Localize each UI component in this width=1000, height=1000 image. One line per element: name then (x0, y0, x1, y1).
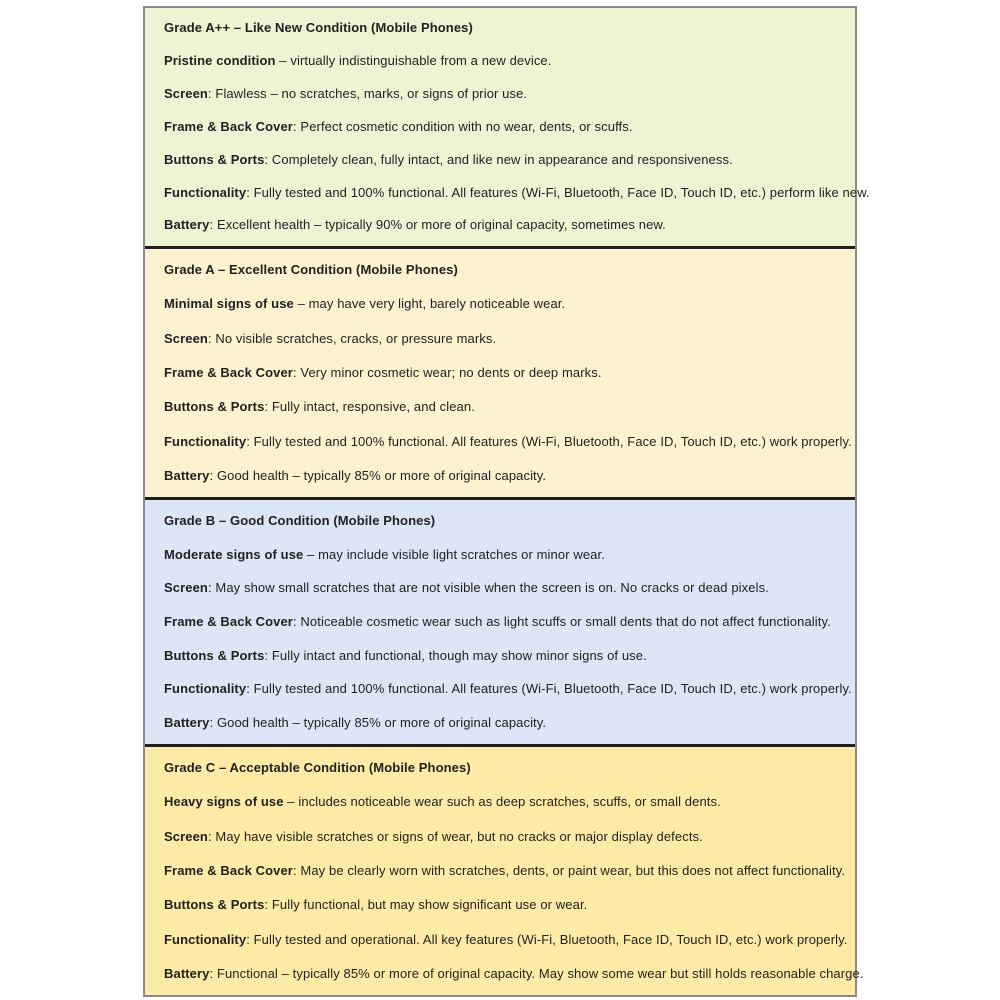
buttons-ports-line (164, 152, 836, 168)
attribute-text: Noticeable cosmetic wear such as light scuffs or small dents that do not affect functionality. (300, 613, 831, 629)
attribute-label: Frame & Back Cover (164, 364, 293, 380)
separator: : (209, 965, 217, 981)
attribute-text: Good health – typically 85% or more of original capacity. (216, 715, 547, 731)
frame-back-cover-line (164, 365, 836, 381)
attribute-label: Pristine condition (164, 53, 276, 69)
separator: : (292, 364, 301, 380)
attribute-label: Screen (164, 330, 208, 346)
section-title: Grade B – Good Condition (Mobile Phones) (164, 512, 436, 528)
battery-line (164, 217, 836, 233)
attribute-label: Buttons & Ports (164, 897, 265, 913)
separator: : (264, 399, 272, 415)
separator: : (292, 862, 301, 878)
grading-document (143, 6, 870, 997)
attribute-text: Excellent health – typically 90% or more of original capacity, sometimes new. (216, 217, 666, 233)
section-grade-b (145, 500, 855, 744)
moderate-signs-line (164, 547, 836, 563)
separator: : (209, 217, 217, 233)
separator: : (246, 184, 254, 200)
functionality-line (164, 931, 848, 948)
battery-line (164, 715, 836, 731)
attribute-label: Screen (164, 86, 208, 102)
separator: : (264, 897, 272, 913)
separator: : (209, 715, 217, 731)
buttons-ports-line (164, 648, 836, 664)
attribute-text: may include visible light scratches or minor wear. (318, 546, 605, 562)
separator: – (303, 546, 319, 562)
heavy-signs-line (164, 794, 836, 810)
attribute-text: Flawless – no scratches, marks, or signs of prior use. (215, 86, 528, 102)
separator: : (264, 647, 272, 663)
attribute-label: Screen (164, 828, 208, 844)
attribute-label: Functionality (164, 184, 247, 200)
separator: : (292, 118, 301, 134)
separator: : (209, 467, 217, 483)
separator: : (207, 828, 216, 844)
section-title: Grade C – Acceptable Condition (Mobile Phones) (164, 760, 471, 776)
functionality-line (164, 433, 852, 450)
buttons-ports-line (164, 399, 836, 415)
attribute-text: No visible scratches, cracks, or pressure marks. (215, 330, 497, 346)
attribute-label: Screen (164, 580, 208, 596)
buttons-ports-line (164, 897, 836, 913)
screen-line (164, 331, 836, 347)
separator: : (292, 613, 301, 629)
attribute-text: Fully intact and functional, though may show minor signs of use. (271, 647, 647, 663)
separator: – (293, 296, 309, 312)
attribute-text: May have visible scratches or signs of wear, but no cracks or major display defects. (215, 828, 703, 844)
separator: : (246, 433, 254, 449)
separator: : (207, 330, 216, 346)
attribute-label: Functionality (164, 433, 247, 449)
screen-line (164, 829, 836, 845)
separator: – (283, 794, 299, 810)
attribute-text: Very minor cosmetic wear; no dents or deep marks. (300, 364, 602, 380)
separator: : (207, 580, 216, 596)
attribute-text: includes noticeable wear such as deep scratches, scuffs, or small dents. (298, 794, 721, 810)
attribute-label: Heavy signs of use (164, 794, 284, 810)
attribute-label: Battery (164, 965, 210, 981)
battery-line (164, 965, 864, 982)
attribute-label: Functionality (164, 681, 247, 697)
functionality-line (164, 681, 852, 697)
attribute-label: Frame & Back Cover (164, 613, 293, 629)
separator: : (207, 86, 216, 102)
section-title: Grade A++ – Like New Condition (Mobile Phones) (164, 20, 473, 36)
screen-line (164, 86, 836, 102)
minimal-signs-line (164, 296, 836, 312)
attribute-text: may have very light, barely noticeable wear. (308, 296, 566, 312)
attribute-label: Battery (164, 217, 210, 233)
attribute-text: Functional – typically 85% or more of original capacity. May show some wear but still holds reasonable charge. (216, 965, 864, 981)
section-grade-a (145, 249, 855, 497)
frame-back-cover-line (164, 119, 836, 135)
attribute-text: Fully functional, but may show significant use or wear. (271, 897, 588, 913)
attribute-label: Minimal signs of use (164, 296, 294, 312)
attribute-text: Perfect cosmetic condition with no wear, dents, or scuffs. (300, 118, 633, 134)
screen-line (164, 580, 836, 596)
separator: : (264, 151, 272, 167)
attribute-text: Fully tested and 100% functional. All features (Wi-Fi, Bluetooth, Face ID, Touch ID, etc.) perform like new. (253, 184, 870, 200)
section-grade-a-plus-plus (145, 8, 870, 246)
section-title: Grade A – Excellent Condition (Mobile Phones) (164, 262, 458, 278)
frame-back-cover-line (164, 862, 846, 879)
attribute-label: Buttons & Ports (164, 647, 265, 663)
attribute-label: Buttons & Ports (164, 151, 265, 167)
functionality-line (164, 184, 870, 201)
attribute-label: Battery (164, 467, 210, 483)
attribute-label: Battery (164, 715, 210, 731)
attribute-label: Functionality (164, 931, 247, 947)
attribute-text: Fully intact, responsive, and clean. (271, 399, 475, 415)
attribute-label: Frame & Back Cover (164, 118, 293, 134)
attribute-label: Buttons & Ports (164, 399, 265, 415)
attribute-text: May be clearly worn with scratches, dents, or paint wear, but this does not affect functionality. (300, 862, 846, 878)
attribute-text: Completely clean, fully intact, and like new in appearance and responsiveness. (271, 151, 733, 167)
attribute-label: Moderate signs of use (164, 546, 304, 562)
attribute-text: Fully tested and 100% functional. All features (Wi-Fi, Bluetooth, Face ID, Touch ID, etc.) work properly. (253, 681, 852, 697)
attribute-text: virtually indistinguishable from a new device. (290, 53, 552, 69)
attribute-text: Good health – typically 85% or more of original capacity. (216, 467, 547, 483)
separator: – (275, 53, 291, 69)
attribute-text: May show small scratches that are not visible when the screen is on. No cracks or dead pixels. (215, 580, 769, 596)
pristine-condition-line (164, 53, 836, 69)
attribute-text: Fully tested and 100% functional. All features (Wi-Fi, Bluetooth, Face ID, Touch ID, etc.) work properly. (253, 433, 852, 449)
separator: : (246, 931, 254, 947)
section-grade-c (145, 747, 864, 995)
separator: : (246, 681, 254, 697)
attribute-text: Fully tested and operational. All key features (Wi-Fi, Bluetooth, Face ID, Touch ID, etc.) work properly. (253, 931, 848, 947)
battery-line (164, 468, 836, 484)
frame-back-cover-line (164, 614, 836, 630)
attribute-label: Frame & Back Cover (164, 862, 293, 878)
